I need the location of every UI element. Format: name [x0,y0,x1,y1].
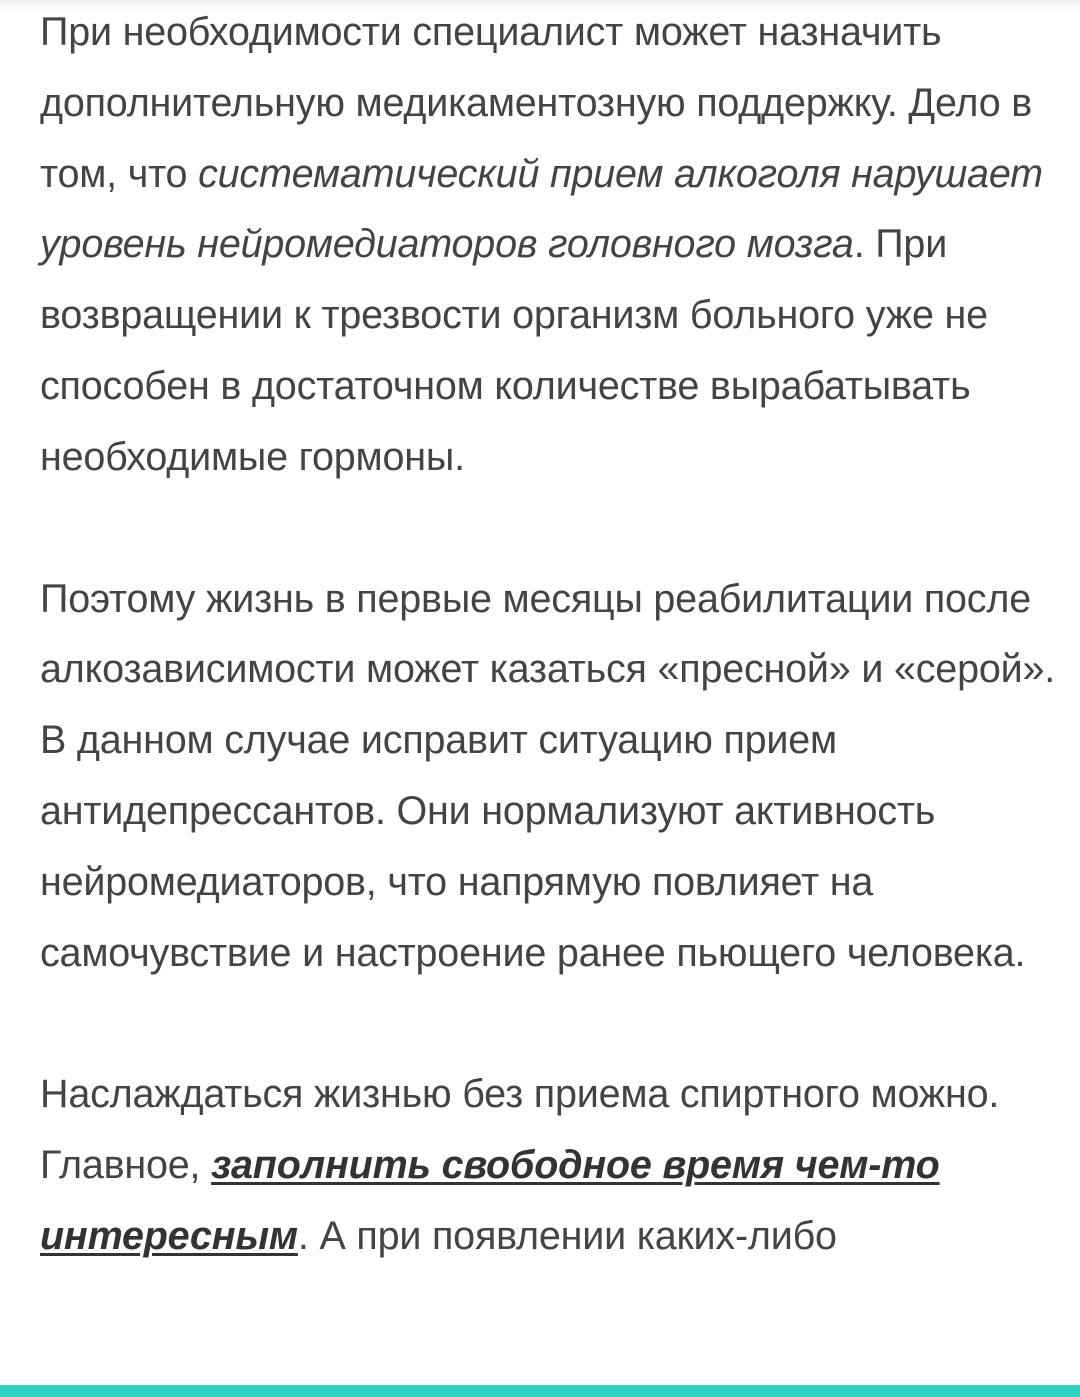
article-body [40,0,1060,1343]
free-time-link[interactable]: заполнить свободное время чем-то интересным [40,1143,940,1258]
paragraph-text: . При возвращении к трезвости организм больного уже не способен в достаточном количестве вырабатывать необходимые гормоны. [40,222,988,479]
paragraph-antidepressants [40,564,1060,989]
paragraph-free-time [40,1059,1060,1271]
bottom-accent-bar [0,1385,1080,1397]
paragraph-text: При необходимости специалист может назначить дополнительную медикаментозную поддержку. Дело в том, что [40,10,1033,196]
emphasized-text: систематический прием алкоголя нарушает уровень нейромедиаторов головного мозга [40,151,1043,267]
paragraph-text: Наслаждаться жизнью без приема спиртного можно. Главное, [40,1072,1000,1188]
paragraph-text: . А при появлении каких-либо [297,1213,837,1258]
paragraph-medication [40,0,1060,493]
paragraph-text: Поэтому жизнь в первые месяцы реабилитации после алкозависимости может казаться «пресной» и «серой». В данном случае исправит ситуацию прием антидепрессантов. Они нормализуют активность нейромедиаторов, что напрямую повлияет на самочувствие и настроение ранее пьющего человека. [40,576,1056,975]
